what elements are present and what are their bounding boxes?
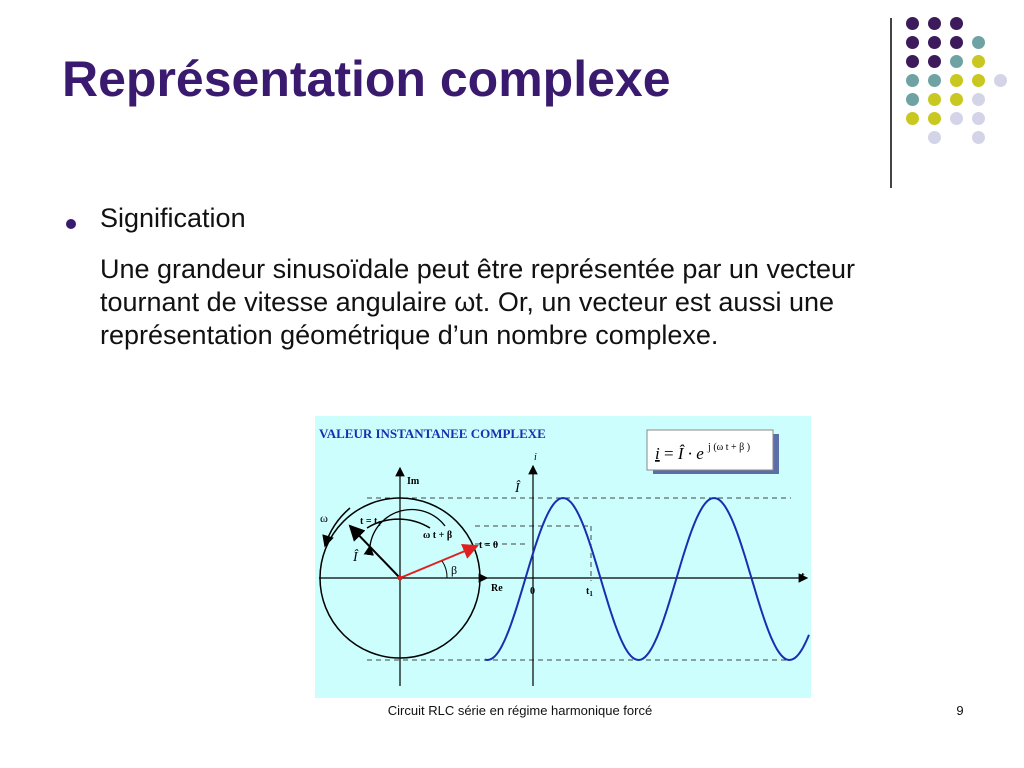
vector-t0	[400, 546, 477, 578]
decorative-dot	[906, 17, 919, 30]
decorative-dot	[906, 112, 919, 125]
decorative-dot	[928, 17, 941, 30]
decorative-dot	[950, 74, 963, 87]
bullet-text: Signification	[100, 203, 246, 233]
decorative-dot	[906, 36, 919, 49]
decorative-dot	[972, 112, 985, 125]
slide-footer: Circuit RLC série en régime harmonique forcé	[387, 703, 653, 718]
label-i-hat-axis: Î	[515, 481, 520, 496]
decorative-divider	[890, 18, 892, 188]
decorative-dot	[928, 131, 941, 144]
decorative-dot	[994, 74, 1007, 87]
label-omega-t1-beta: ω t + β	[423, 530, 453, 541]
label-t1: $t_1$	[586, 586, 593, 598]
decorative-dot	[928, 55, 941, 68]
label-t-axis: t	[801, 570, 805, 582]
label-i-axis: i	[534, 452, 537, 463]
decorative-dot	[906, 74, 919, 87]
figure-heading: VALEUR INSTANTANEE COMPLEXE	[319, 426, 546, 441]
decorative-dot	[972, 55, 985, 68]
decorative-dot	[950, 55, 963, 68]
decorative-dot	[972, 36, 985, 49]
decorative-dot	[972, 74, 985, 87]
page-number: 9	[956, 703, 964, 718]
decorative-dot	[950, 17, 963, 30]
label-re: Re	[491, 583, 503, 594]
decorative-dot	[906, 55, 919, 68]
decorative-dot	[906, 93, 919, 106]
decorative-dot	[928, 36, 941, 49]
bullet-icon	[66, 219, 76, 229]
decorative-dot	[928, 112, 941, 125]
label-zero: 0	[530, 586, 535, 597]
formula-amplitude: Î · e	[677, 444, 704, 463]
beta-arc	[442, 561, 447, 578]
label-t-0: t = 0	[479, 540, 499, 551]
formula-equals: =	[663, 444, 678, 463]
label-im: Im	[407, 476, 420, 487]
label-omega: ω	[320, 511, 328, 525]
label-i-hat-vector: Î	[353, 550, 358, 565]
complex-representation-figure	[315, 416, 811, 698]
decorative-dot	[950, 112, 963, 125]
decorative-dot	[928, 93, 941, 106]
body-paragraph: Une grandeur sinusoïdale peut être représentée par un vecteur tournant de vitesse angulaire ωt. Or, un vecteur est aussi une représentation géométrique d’un nombre complexe.	[100, 254, 855, 350]
decorative-dot-grid	[900, 12, 1010, 172]
decorative-dot	[972, 131, 985, 144]
origin-dot	[398, 576, 403, 581]
slide-title: Représentation complexe	[62, 51, 671, 107]
decorative-dot	[928, 74, 941, 87]
label-t-t1: $t = t_1$	[360, 516, 381, 528]
decorative-dot	[950, 36, 963, 49]
figure-drawing	[315, 416, 811, 698]
decorative-dot	[972, 93, 985, 106]
decorative-dot	[950, 93, 963, 106]
formula-lhs: i	[655, 444, 660, 463]
label-beta: β	[451, 563, 458, 577]
formula-exponent: j (ω t + β )	[708, 442, 751, 453]
